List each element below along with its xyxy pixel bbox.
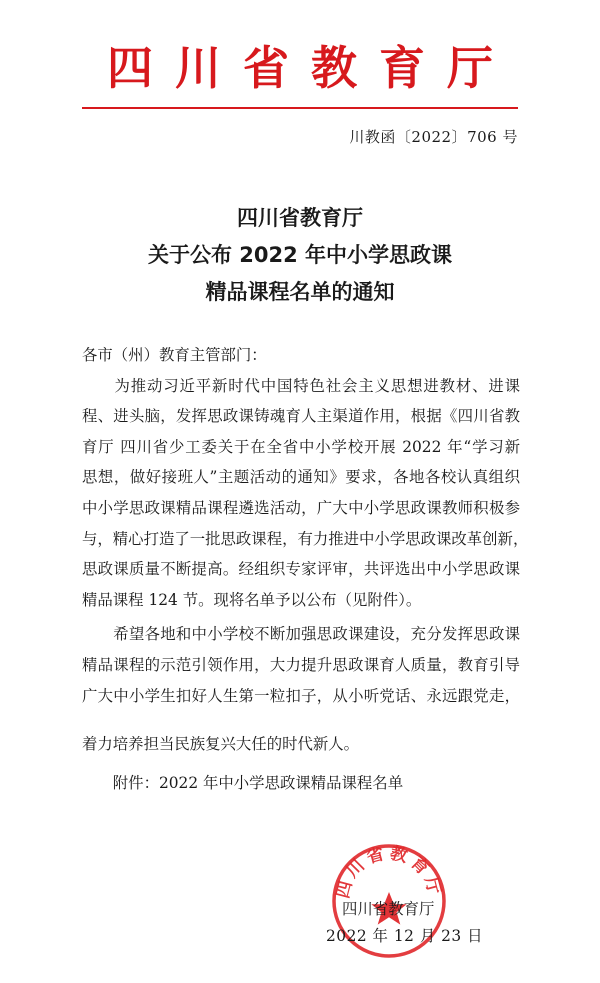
salutation: 各市（州）教育主管部门： [82, 346, 267, 364]
body-line: 着力培养担当民族复兴大任的时代新人。 [82, 735, 360, 754]
issue-date: 2022 年 12 月 23 日 [326, 927, 483, 945]
svg-text:四川省教育厅 [333, 842, 445, 900]
paragraph-gap [82, 711, 520, 729]
header-org-title: 四川省教育厅 [107, 41, 515, 95]
body-line: 精品课程 124 节。现将名单予以公布（见附件）。 [82, 590, 422, 609]
document-body [82, 340, 529, 798]
body-line: 为推动习近平新时代中国特色社会主义思想进教材、进课 [82, 376, 520, 395]
seal-text: 四川省教育厅 [333, 843, 445, 901]
body-line: 育厅 四川省少工委关于在全省中小学校开展 2022 年“学习新 [82, 437, 520, 456]
body-line: 思政课质量不断提高。经组织专家评审，共评选出中小学思政课 [82, 560, 520, 579]
attachment-line: 附件：2022 年中小学思政课精品课程名单 [82, 773, 404, 792]
body-line: 精品课程的示范引领作用，大力提升思政课育人质量，教育引导 [82, 655, 520, 674]
title-line: 四川省教育厅 [237, 206, 363, 230]
signature-organization: 四川省教育厅 [342, 900, 435, 918]
body-line: 中小学思政课精品课程遴选活动，广大中小学思政课教师积极参 [82, 498, 520, 517]
document-number: 川教函〔2022〕706 号 [349, 128, 518, 146]
body-line: 希望各地和中小学校不断加强思政课建设，充分发挥思政课 [82, 625, 520, 644]
header-divider [82, 107, 518, 109]
body-line: 程、进头脑，发挥思政课铸魂育人主渠道作用，根据《四川省教 [82, 407, 520, 426]
document-title [0, 200, 600, 311]
paragraph-1 [82, 371, 529, 616]
body-line: 思想，做好接班人”主题活动的通知》要求，各地各校认真组织 [82, 468, 520, 487]
title-line: 精品课程名单的通知 [205, 280, 395, 304]
paragraph-2 [82, 619, 520, 759]
title-line: 关于公布 2022 年中小学思政课 [147, 243, 453, 267]
body-line: 与，精心打造了一批思政课程，有力推进中小学思政课改革创新， [82, 529, 529, 548]
body-line: 广大中小学生扣好人生第一粒扣子，从小听党话、永远跟党走， [82, 686, 520, 705]
